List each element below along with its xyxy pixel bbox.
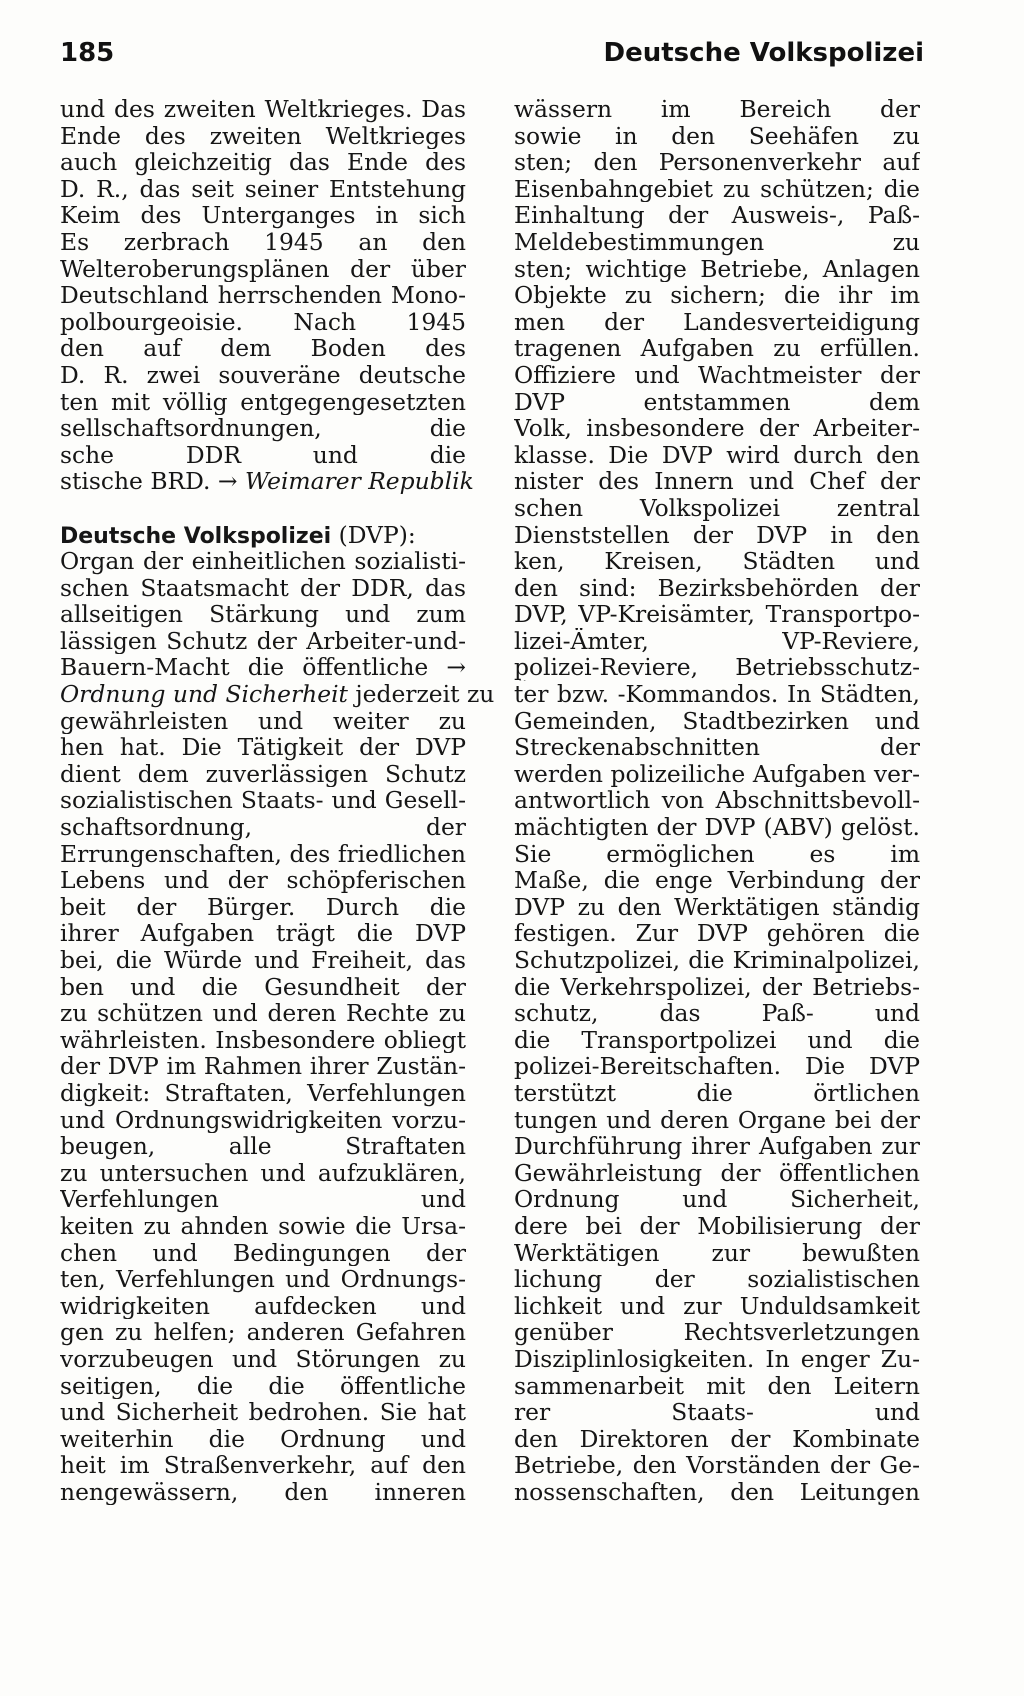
text-line: sammenarbeit mit den Leitern (514, 1372, 920, 1400)
text-line: polizei-Reviere, Betriebsschutz- (514, 654, 920, 682)
text-line: dere bei der Mobilisierung der (514, 1212, 920, 1240)
text-line: Volk, insbesondere der Arbeiter- (514, 415, 920, 442)
text-line: ken, Kreisen, Städten und (514, 548, 920, 575)
text-line: Ende des zweiten Weltkrieges (60, 122, 466, 150)
text-line: schen Volkspolizei zentral (514, 494, 920, 522)
text-line: sowie in den Seehäfen zu (514, 122, 920, 150)
text-line: allseitigen Stärkung und zum (60, 601, 466, 628)
text-line: DVP entstammen dem (514, 388, 920, 416)
text-line: Gewährleistung der öffentlichen (514, 1159, 920, 1187)
text-line: polbourgeoisie. Nach 1945 (60, 308, 466, 336)
text-line: Eisenbahngebiet zu schützen; die (514, 175, 920, 203)
arrow-icon: → (217, 467, 238, 496)
text-line: bei, die Würde und Freiheit, das (60, 947, 466, 974)
text-line: beugen, alle Straftaten (60, 1133, 466, 1160)
text-line: Welteroberungsplänen der über (60, 255, 466, 283)
text-line: gen zu helfen; anderen Gefahren (60, 1319, 466, 1346)
text-line: ten, Verfehlungen und Ordnungs- (60, 1266, 466, 1293)
entry-text-part-a (60, 548, 466, 654)
text-line: den Direktoren der Kombinate (514, 1425, 920, 1453)
arrow-icon: → (446, 654, 466, 682)
text-line: und Sicherheit bedrohen. Sie hat (60, 1399, 466, 1426)
paragraph-gap (60, 495, 466, 522)
text-line: nengewässern, den inneren (60, 1478, 466, 1506)
text-line: polizei-Bereitschaften. Die DVP (514, 1053, 920, 1080)
text-line: sellschaftsordnungen, die (60, 415, 466, 442)
page-header (60, 38, 924, 78)
left-column (60, 96, 495, 1506)
text-line: tragenen Aufgaben zu erfüllen. (514, 335, 920, 362)
text-line: tungen und deren Organe bei der (514, 1106, 920, 1134)
text-line: ten mit völlig entgegengesetzten (60, 388, 466, 416)
entry-abbreviation: (DVP): (331, 520, 416, 549)
text-line: Schutzpolizei, die Kriminalpolizei, (514, 947, 920, 974)
crossref-ordnung-und-sicherheit[interactable]: Ordnung und Sicherheit (60, 680, 348, 709)
entry-text-part-b (60, 708, 466, 1506)
text-line: Deutschland herrschenden Mono- (60, 282, 466, 309)
text-line: seitigen, die die öffentliche (60, 1372, 466, 1400)
entry-title: Deutsche Volkspolizei (60, 523, 332, 549)
text-line: den auf dem Boden des (60, 335, 466, 362)
text-line: nister des Innern und Chef der (514, 468, 920, 495)
right-column (514, 96, 920, 1505)
text-line: vorzubeugen und Störungen zu (60, 1345, 466, 1373)
text-line: lässigen Schutz der Arbeiter-und- (60, 627, 466, 655)
text-line: währleisten. Insbesondere obliegt (60, 1026, 466, 1054)
text-line: sche DDR und die (60, 441, 466, 469)
text-line: hen hat. Die Tätigkeit der DVP (60, 734, 466, 761)
text-line: DVP, VP-Kreisämter, Transportpo- (514, 601, 920, 628)
text-line: werden polizeiliche Aufgaben ver- (514, 760, 920, 788)
text-line: die Verkehrspolizei, der Betriebs- (514, 973, 920, 1001)
text-line: Maße, die enge Verbindung der (514, 867, 920, 894)
text-line: schaftsordnung, der (60, 814, 466, 841)
text-line: Gemeinden, Stadtbezirken und (514, 707, 920, 735)
text-line-with-crossref: Ordnung und Sicherheit jederzeit zu (60, 680, 495, 709)
text-line: mächtigten der DVP (ABV) gelöst. (514, 814, 920, 841)
text-line: Ordnung und Sicherheit, (514, 1186, 920, 1213)
text-line: antwortlich von Abschnittsbevoll- (514, 787, 920, 815)
text-line: Errungenschaften, des friedlichen (60, 840, 466, 868)
text-line: Sie ermöglichen es im (514, 840, 920, 868)
text-line: Einhaltung der Ausweis-, Paß- (514, 202, 920, 229)
text-line: sozialistischen Staats- und Gesell- (60, 787, 466, 815)
text-line: nossenschaften, den Leitungen (514, 1478, 920, 1506)
text-line: weiterhin die Ordnung und (60, 1425, 466, 1453)
text-line: schutz, das Paß- und (514, 1000, 920, 1027)
text-line: lichung der sozialistischen (514, 1266, 920, 1293)
crossref-weimarer-republik[interactable]: Weimarer Republik (244, 467, 474, 496)
text-line: lichkeit und zur Unduldsamkeit (514, 1292, 920, 1320)
text-line: Es zerbrach 1945 an den (60, 228, 466, 256)
text-line: klasse. Die DVP wird durch den (514, 441, 920, 469)
text-line: rer Staats- und (514, 1399, 920, 1426)
text-line: die Transportpolizei und die (514, 1026, 920, 1054)
page-number: 185 (60, 38, 115, 68)
running-head: Deutsche Volkspolizei (603, 38, 924, 68)
text-line: chen und Bedingungen der (60, 1239, 466, 1267)
text-line: sten; wichtige Betriebe, Anlagen (514, 255, 920, 283)
text-line: zu schützen und deren Rechte zu (60, 1000, 466, 1027)
text-line: Lebens und der schöpferischen (60, 867, 466, 894)
text-line: D. R., das seit seiner Entstehung (60, 175, 466, 203)
text-line: Streckenabschnitten der (514, 734, 920, 761)
text-line: heit im Straßenverkehr, auf den (60, 1452, 466, 1479)
text-line: widrigkeiten aufdecken und (60, 1292, 466, 1320)
text-line: beit der Bürger. Durch die (60, 893, 466, 921)
text-line-with-crossref: stische BRD. → Weimarer Republik (60, 467, 474, 496)
text-line: Werktätigen zur bewußten (514, 1239, 920, 1267)
text-line-with-arrow: Bauern-Macht die öffentliche → (60, 654, 466, 682)
text-line: keiten zu ahnden sowie die Ursa- (60, 1212, 466, 1240)
text-line: men der Landesverteidigung (514, 308, 920, 336)
text-line: Offiziere und Wachtmeister der (514, 361, 920, 389)
text-line: ihrer Aufgaben trägt die DVP (60, 920, 466, 947)
text-line: den sind: Bezirksbehörden der (514, 574, 920, 602)
text-line: ter bzw. -Kommandos. In Städten, (514, 681, 920, 708)
text-line: terstützt die örtlichen (514, 1079, 920, 1107)
text-line: und des zweiten Weltkrieges. Das (60, 96, 466, 123)
text-line: Objekte zu sichern; die ihr im (514, 282, 920, 309)
text-line: Durchführung ihrer Aufgaben zur (514, 1133, 920, 1160)
text-line: DVP zu den Werktätigen ständig (514, 893, 920, 921)
text-line: lizei-Ämter, VP-Reviere, (514, 627, 920, 655)
text-line: Dienststellen der DVP in den (514, 521, 920, 549)
text-line: ben und die Gesundheit der (60, 973, 466, 1001)
text-line: gewährleisten und weiter zu (60, 707, 466, 735)
text-line: genüber Rechtsverletzungen (514, 1319, 920, 1346)
text-line: Organ der einheitlichen sozialisti- (60, 548, 466, 575)
text-line: der DVP im Rahmen ihrer Zustän- (60, 1053, 466, 1080)
text-line: schen Staatsmacht der DDR, das (60, 574, 466, 602)
text-line: auch gleichzeitig das Ende des (60, 149, 466, 176)
text-line: zu untersuchen und aufzuklären, (60, 1159, 466, 1187)
paragraph-weimar-end (60, 96, 466, 468)
text-line: und Ordnungswidrigkeiten vorzu- (60, 1106, 466, 1134)
text-line: digkeit: Straftaten, Verfehlungen (60, 1079, 466, 1107)
text-line: Keim des Unterganges in sich (60, 202, 466, 229)
text-line: Betriebe, den Vorständen der Ge- (514, 1452, 920, 1479)
text-line: Verfehlungen und (60, 1186, 466, 1213)
text-line: wässern im Bereich der (514, 96, 920, 123)
text-line: sten; den Personenverkehr auf (514, 149, 920, 176)
entry-heading-line (60, 522, 466, 549)
text-line: D. R. zwei souveräne deutsche (60, 361, 466, 389)
text-line: Disziplinlosigkeiten. In enger Zu- (514, 1345, 920, 1373)
text-line: Meldebestimmungen zu (514, 228, 920, 256)
text-line: dient dem zuverlässigen Schutz (60, 760, 466, 788)
text-line: festigen. Zur DVP gehören die (514, 920, 920, 947)
